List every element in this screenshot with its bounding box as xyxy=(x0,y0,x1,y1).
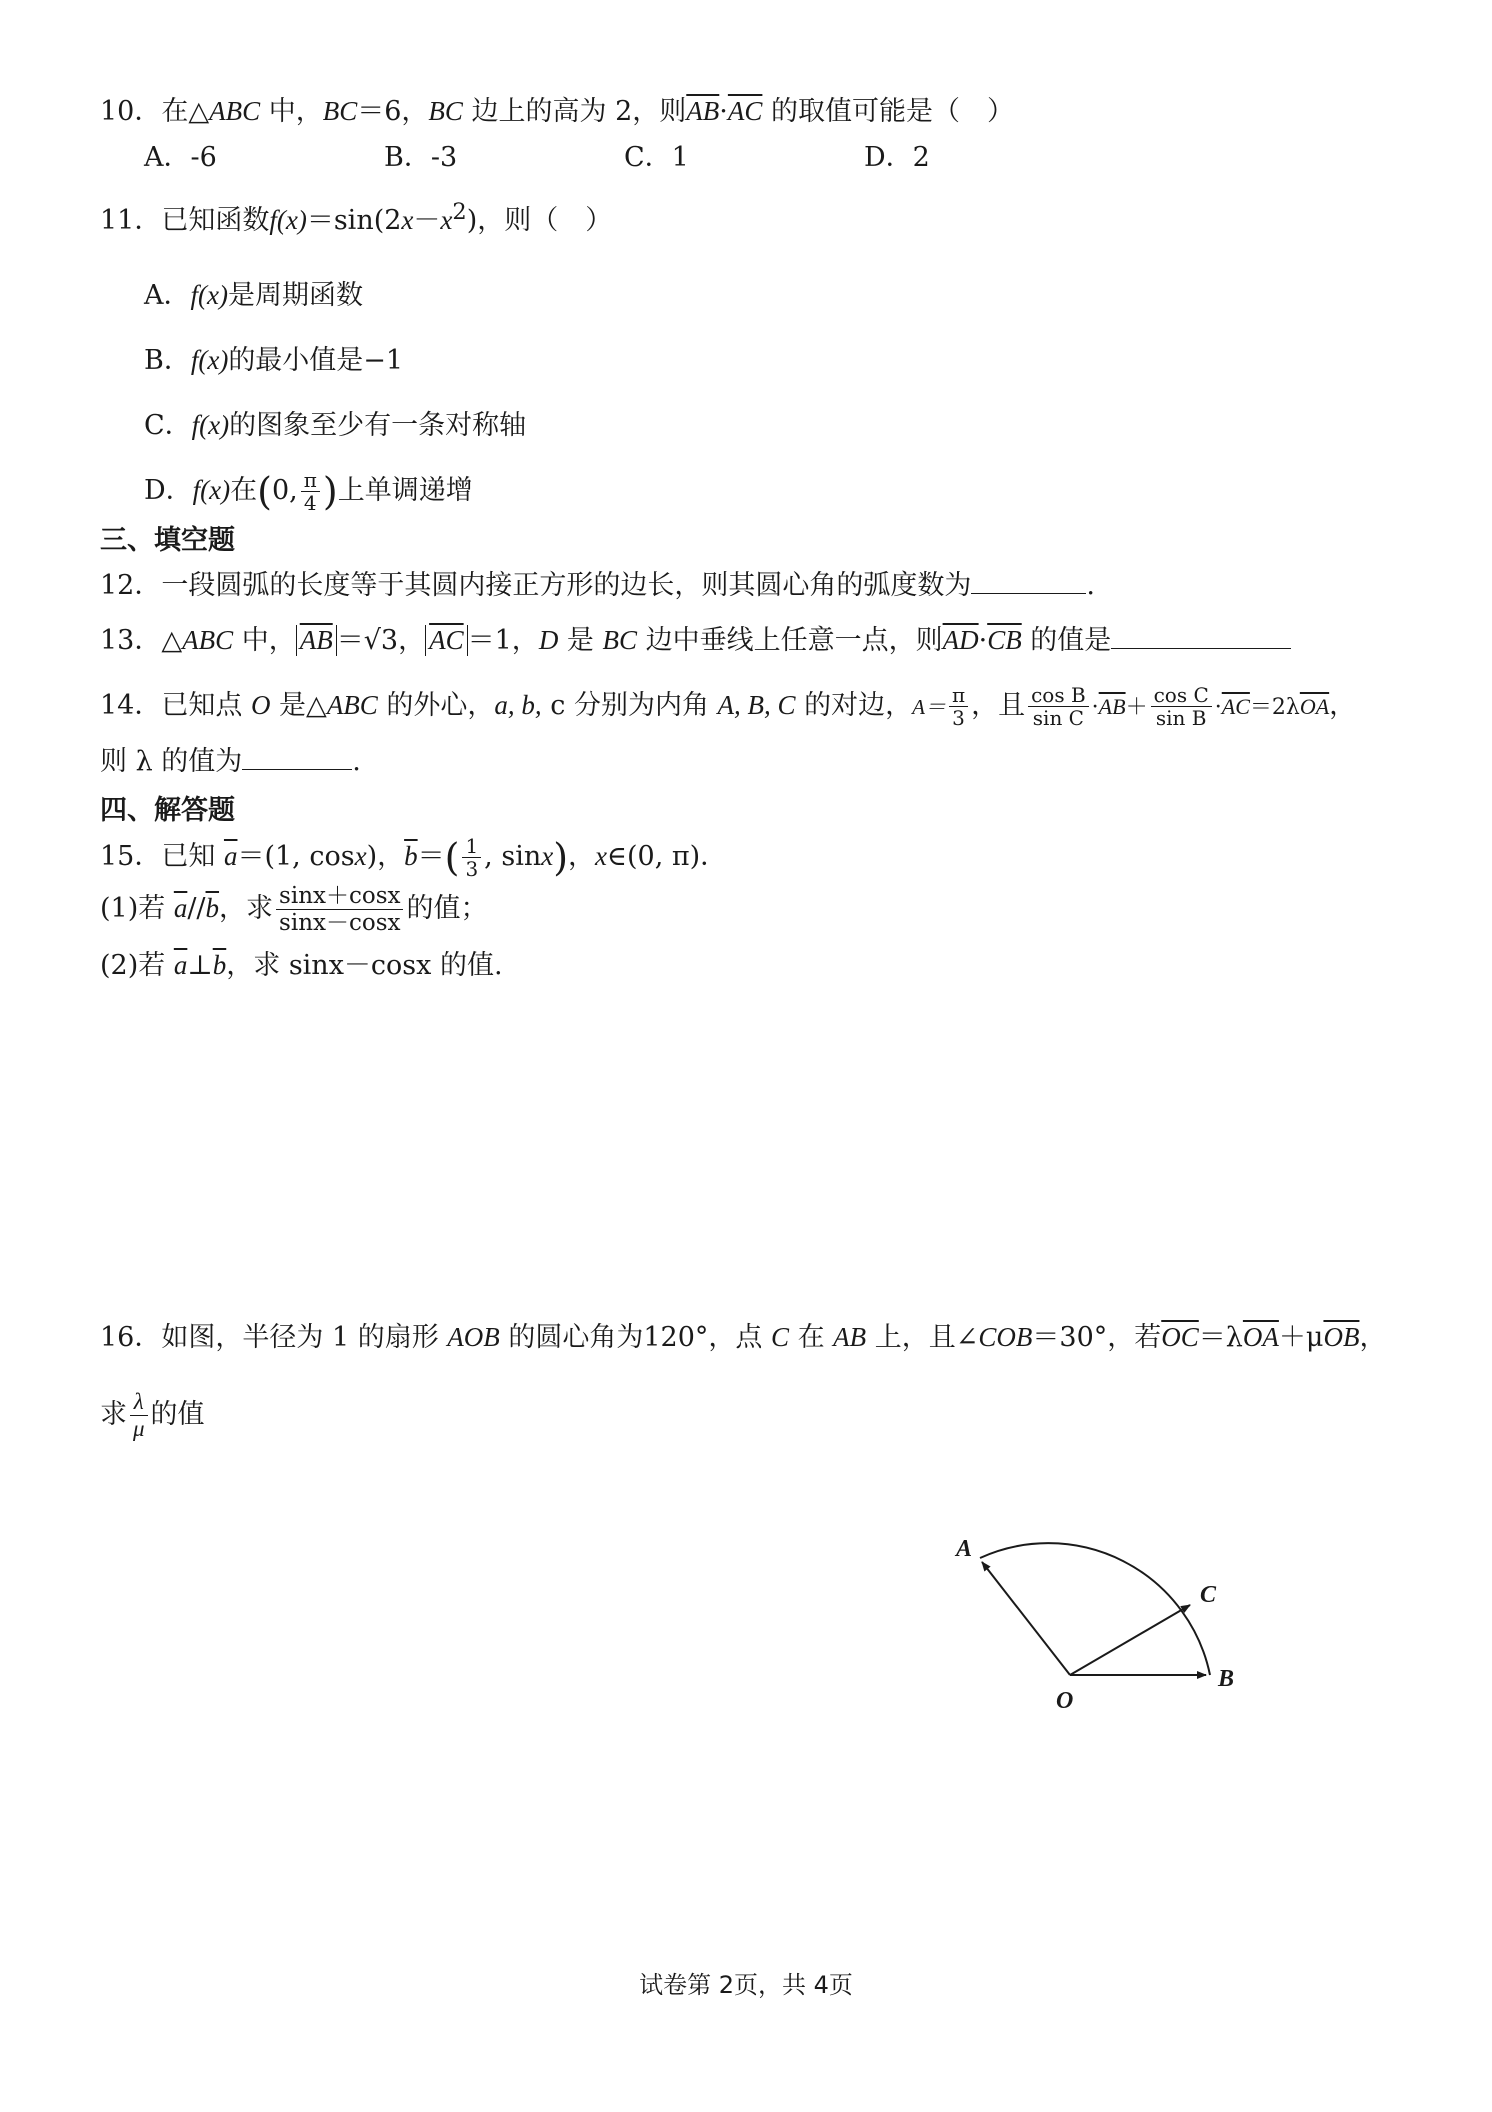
page-footer: 试卷第 2页，共 4页 xyxy=(639,1971,853,1999)
vector-ab: $\overline{AB}$ xyxy=(686,96,720,126)
answer-blank-12[interactable] xyxy=(971,569,1086,594)
question-16: 16．如图，半径为 1 的扇形 AOB 的圆心角为120°，点 C 在 AB 上，且∠COB＝30°，若$\overline{OC}=\lambda\overline{OA}+\mu\overline{OB}$， xyxy=(100,1322,1387,1353)
arc-ab xyxy=(980,1543,1210,1675)
vector-oa-line xyxy=(982,1562,1070,1675)
label-a: A xyxy=(956,1536,973,1562)
vector-oc-line xyxy=(1070,1605,1190,1675)
abs-vector-ac: $\overline{AC}$ xyxy=(425,625,468,656)
q11-option-d[interactable]: D．f(x)在(0, $\frac{\pi}{4}$ )上单调递增 xyxy=(144,468,473,515)
question-16-line2: 求 $\frac{\lambda}{\mu}$ 的值 xyxy=(100,1389,205,1441)
sector-figure xyxy=(930,1520,1260,1720)
label-o: O xyxy=(1056,1688,1074,1714)
answer-blank-14[interactable] xyxy=(242,745,352,770)
question-14-line2: 则 λ 的值为 . xyxy=(100,745,361,777)
question-14: 14．已知点 O 是△ABC 的外心，a, b, c 分别为内角 A, B, C 的对边，A＝ $\frac{\pi}{3}$ ，且 $\frac{\text{cos B}}{\text{sin C}}$ $\cdot\overline{AB}+$ $\frac{\text{cos C}}{\text{sin B}}$ $\cdot\overline{AC}=2\lambda\overline{OA}$， xyxy=(100,682,1357,730)
question-10: 10．在△ABC 中，BC＝6，BC 边上的高为 2，则$\overline{AB}\cdot\overline{AC}$ 的取值可能是（ ） xyxy=(100,96,1014,127)
option-a[interactable]: A．-6 xyxy=(144,142,217,173)
option-c[interactable]: C．1 xyxy=(624,142,689,173)
q11-option-c[interactable]: C．f(x)的图象至少有一条对称轴 xyxy=(144,410,527,441)
question-12: 12．一段圆弧的长度等于其圆内接正方形的边长，则其圆心角的弧度数为 . xyxy=(100,569,1095,601)
answer-blank-13[interactable] xyxy=(1111,624,1291,649)
option-d[interactable]: D．2 xyxy=(864,142,930,173)
label-b: B xyxy=(1218,1666,1235,1692)
question-11: 11．已知函数$f(x)=\sin(2x-x^2)$，则（ ） xyxy=(100,199,613,236)
section-solutions: 四、解答题 xyxy=(100,794,235,826)
question-15-part-1: (1)若 $\overline{a}//\overline{b}$，求 $\frac{\sin x+\cos x}{\sin x-\cos x}$ 的值； xyxy=(100,883,488,936)
question-13: 13．△ABC 中， $\overline{AB} =√3$， $\overline{AC} =1$，D 是 BC 边中垂线上任意一点，则$\overline{AD}\cdot\overline{CB}$ 的值是 xyxy=(100,617,1396,664)
q11-option-b[interactable]: B．f(x)的最小值是−1 xyxy=(144,345,404,376)
abs-vector-ab: $\overline{AB}$ xyxy=(296,625,337,656)
vector-ac: $\overline{AC}$ xyxy=(727,96,763,126)
option-b[interactable]: B．-3 xyxy=(384,142,458,173)
q11-option-a[interactable]: A．f(x)是周期函数 xyxy=(144,280,363,311)
answer-space-15[interactable] xyxy=(100,994,1396,1314)
fraction-pi-over-4: $\frac{\pi}{4}$ xyxy=(301,469,320,514)
q10-options xyxy=(100,135,1396,181)
section-fill-in: 三、填空题 xyxy=(100,524,235,556)
question-15: 15．已知 $\overline{a}=(1$, cosx)，$\overline{b}=$( $\frac{1}{3}$ , sinx)，x∈(0, π)． xyxy=(100,833,728,881)
question-15-part-2: (2)若 $\overline{a}\perp\overline{b}$，求 sinx－cosx 的值. xyxy=(100,950,503,981)
label-c: C xyxy=(1200,1582,1217,1608)
